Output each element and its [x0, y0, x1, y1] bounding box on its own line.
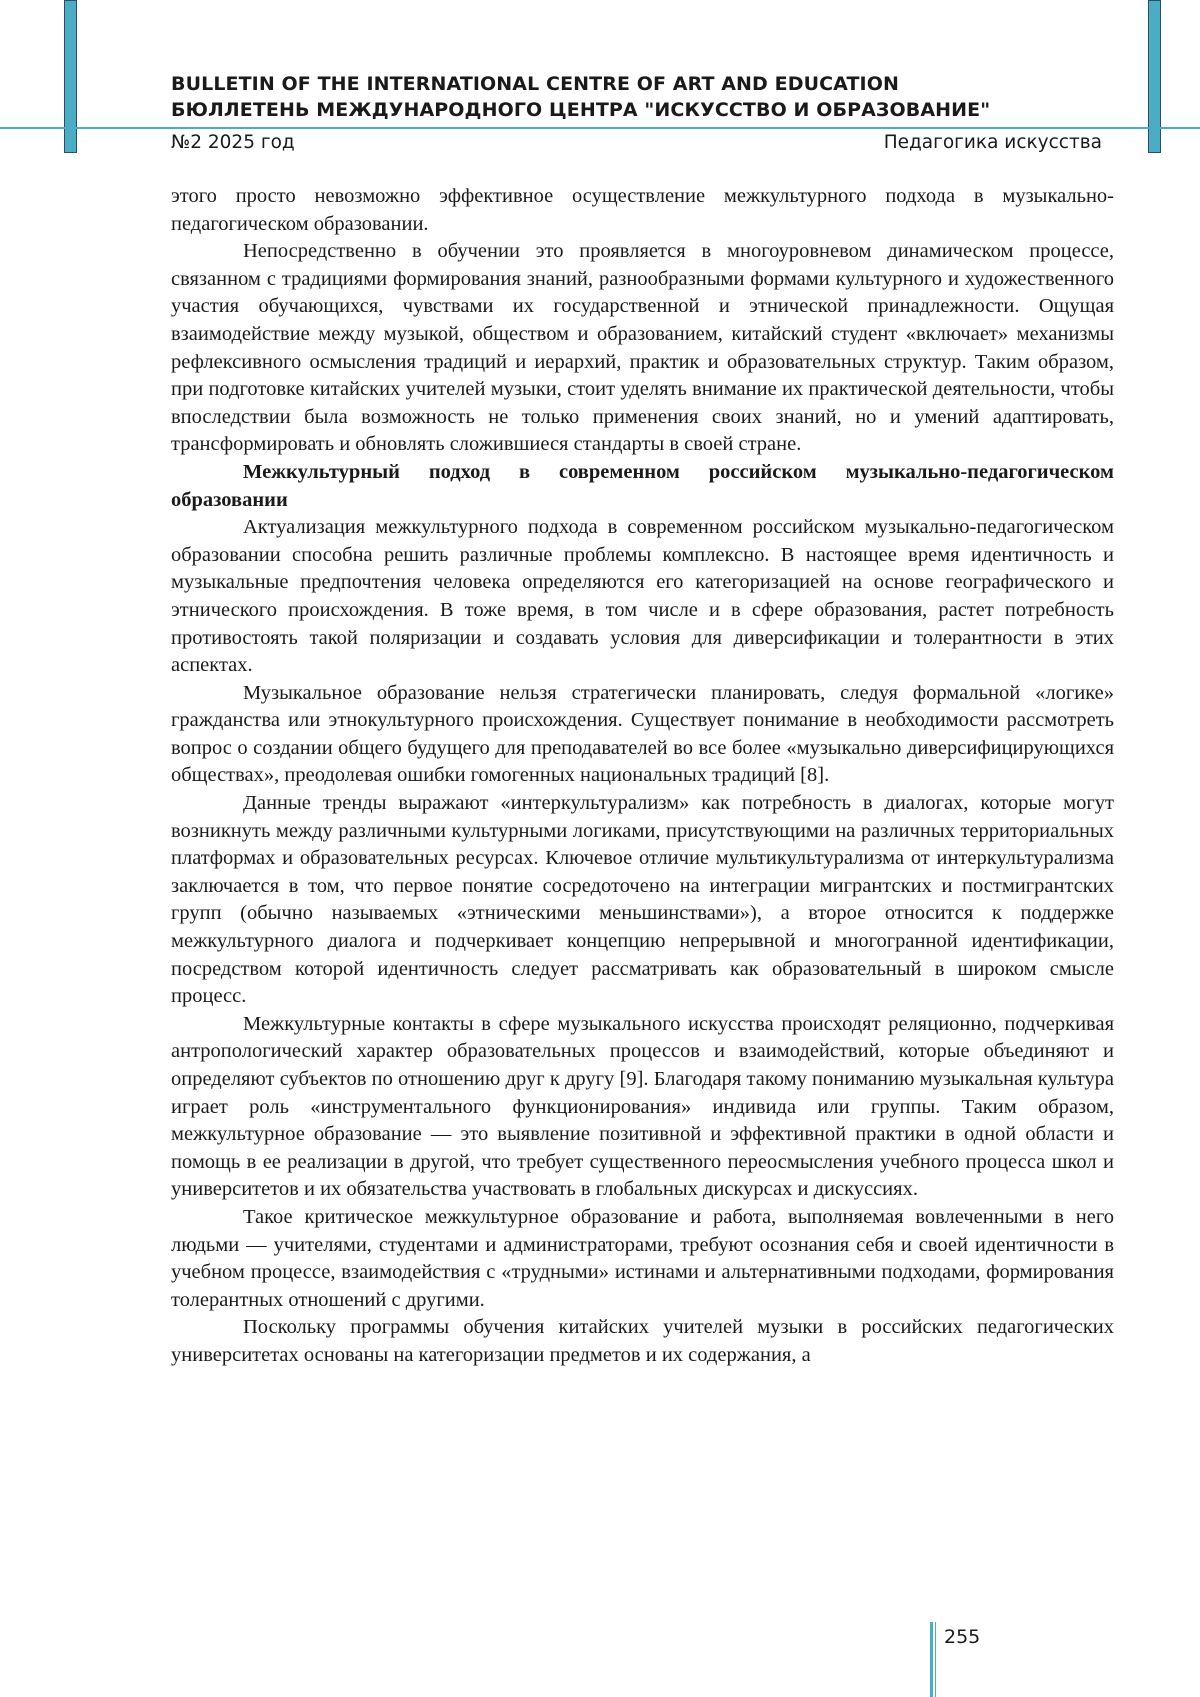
paragraph: Непосредственно в обучении это проявляется в многоуровневом динамическом процессе, связанном с традициями формирования знаний, разнообразными формами культурного и художественного участия обучающихся, чувствами их государственной и этнической принадлежности. Ощущая взаимодействие между музыкой, обществом и образованием, китайский студент «включает» механизмы рефлексивного осмысления традиций и иерархий, практик и образовательных структур. Таким образом, при подготовке китайских учителей музыки, стоит уделять внимание их практической деятельности, чтобы впоследствии была возможность не только применения своих знаний, но и умений адаптировать, трансформировать и обновлять сложившиеся стандарты в своей стране.	[171, 240, 1114, 456]
header-decor-bar-right	[1148, 0, 1161, 153]
header-decor-bar-left	[64, 0, 77, 153]
journal-title-en: BULLETIN OF THE INTERNATIONAL CENTRE OF ART AND EDUCATION	[171, 73, 899, 95]
page-number: 255	[944, 1626, 981, 1648]
paragraph: Актуализация межкультурного подхода в современном российском музыкально-педагогическом образовании способна решить различные проблемы комплексно. В настоящее время идентичность и музыкальные предпочтения человека определяются его категоризацией на основе географического и этнического происхождения. В тоже время, в том числе и в сфере образования, растет потребность противостоять такой поляризации и создавать условия для диверсификации и толерантности в этих аспектах.	[171, 516, 1114, 677]
footer-decor-rule	[930, 1622, 933, 1697]
footer-decor-rule-thin	[935, 1622, 936, 1697]
paragraph: Данные тренды выражают «интеркультурализм» как потребность в диалогах, которые могут возникнуть между различными культурными логиками, присутствующими на различных территориальных платформах и образовательных ресурсах. Ключевое отличие мультикультурализма от интеркультурализма заключается в том, что первое понятие сосредоточено на интеграции мигрантских и постмигрантских групп (обычно называемых «этническими меньшинствами»), а второе относится к поддержке межкультурного диалога и подчеркивает концепцию непрерывной и многогранной идентификации, посредством которой идентичность следует рассматривать как образовательный в широком смысле процесс.	[171, 792, 1114, 1008]
section-label: Педагогика искусства	[883, 132, 1102, 153]
issue-label: №2 2025 год	[171, 132, 295, 153]
paragraph: Такое критическое межкультурное образование и работа, выполняемая вовлеченными в него людьми — учителями, студентами и администраторами, требуют осознания себя и своей идентичности в учебном процессе, взаимодействия с «трудными» истинами и альтернативными подходами, формирования толерантных отношений с другими.	[171, 1205, 1114, 1311]
section-heading: Межкультурный подход в современном российском музыкально-педагогическом образовании	[171, 460, 1114, 511]
journal-title-ru: БЮЛЛЕТЕНЬ МЕЖДУНАРОДНОГО ЦЕНТРА "ИСКУССТВО И ОБРАЗОВАНИЕ"	[171, 99, 991, 121]
paragraph: Межкультурные контакты в сфере музыкального искусства происходят реляционно, подчеркивая антропологический характер образовательных процессов и взаимодействий, которые объединяют и определяют субъектов по отношению друг к другу [9]. Благодаря такому пониманию музыкальная культура играет роль «инструментального функционирования» индивида или группы. Таким образом, межкультурное образование — это выявление позитивной и эффективной практики в одной области и помощь в ее реализации в другой, что требует существенного переосмысления учебного процесса школ и университетов и их обязательства участвовать в глобальных дискурсах и дискуссиях.	[171, 1012, 1114, 1201]
paragraph: Музыкальное образование нельзя стратегически планировать, следуя формальной «логике» гражданства или этнокультурного происхождения. Существует понимание в необходимости рассмотреть вопрос о создании общего будущего для преподавателей во все более «музыкально диверсифицирующихся обществах», преодолевая ошибки гомогенных национальных традиций [8].	[171, 681, 1114, 787]
paragraph: этого просто невозможно эффективное осуществление межкультурного подхода в музыкально-педагогическом образовании.	[171, 185, 1114, 235]
header-divider	[0, 127, 1200, 129]
article-body	[171, 183, 1114, 1370]
paragraph: Поскольку программы обучения китайских учителей музыки в российских педагогических университетах основаны на категоризации предметов и их содержания, а	[171, 1316, 1114, 1366]
